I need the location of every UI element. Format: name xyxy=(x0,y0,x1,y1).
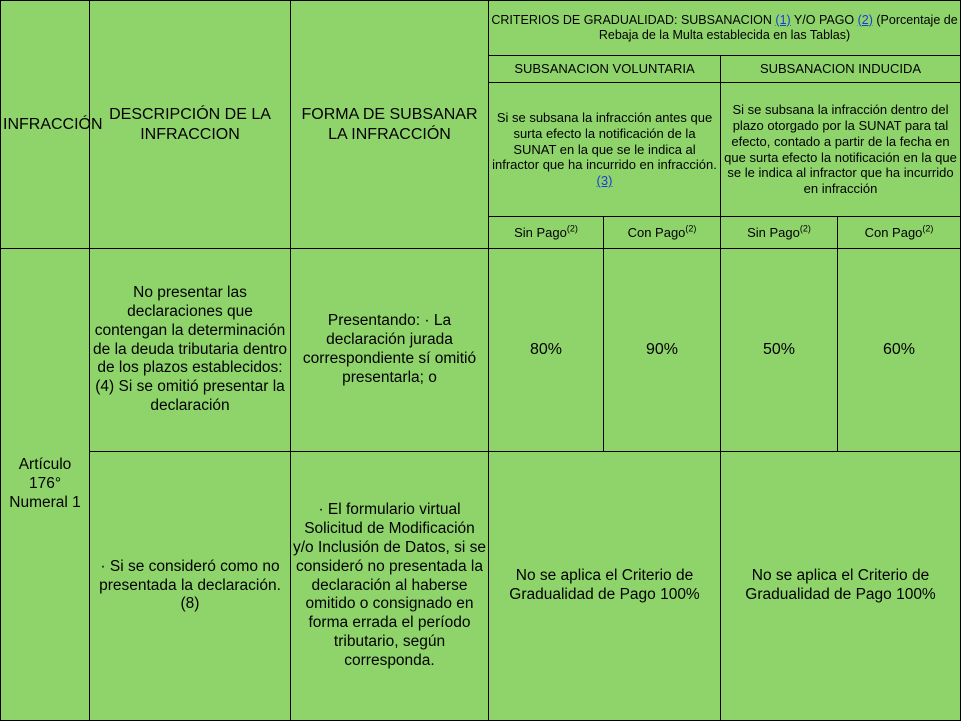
cell-row1-forma: Presentando: · La declaración jurada correspondiente sí omitió presentarla; o xyxy=(291,249,489,452)
cell-vol-sin-pago-value: 80% xyxy=(489,249,604,452)
header-criterios: CRITERIOS DE GRADUALIDAD: SUBSANACION (1) Y/O PAGO (2) (Porcentaje de Rebaja de la Multa establecida en las Tablas) xyxy=(489,1,961,56)
header-subsanacion-inducida: SUBSANACION INDUCIDA xyxy=(721,56,961,83)
cell-row2-descripcion: · Si se consideró como no presentada la declaración. (8) xyxy=(90,452,291,721)
header-infraccion: INFRACCIÓN xyxy=(1,1,90,249)
header-vol-sin-pago: Sin Pago$^{(2)}$ xyxy=(489,217,604,249)
cell-row2-forma: · El formulario virtual Solicitud de Modificación y/o Inclusión de Datos, si se consideró no presentada la declaración al haberse omitido o consignado en forma errada el período tributario, según corresponda. xyxy=(291,452,489,721)
header-ind-con-pago: Con Pago$^{(2)}$ xyxy=(838,217,961,249)
header-descripcion: DESCRIPCIÓN DE LA INFRACCION xyxy=(90,1,291,249)
footnote-link-3[interactable]: (3) xyxy=(596,173,613,189)
cell-row1-descripcion: No presentar las declaraciones que contengan la determinación de la deuda tributaria dentro de los plazos establecidos: (4) Si se omitió presentar la declaración xyxy=(90,249,291,452)
header-forma-subsanar: FORMA DE SUBSANAR LA INFRACCIÓN xyxy=(291,1,489,249)
inducida-description: Si se subsana la infracción dentro del plazo otorgado por la SUNAT para tal efecto, contado a partir de la fecha en que surta efecto la notificación en la que se le indica al infractor que ha incurrido en infracción xyxy=(721,83,961,217)
cell-row2-inducida: No se aplica el Criterio de Gradualidad de Pago 100% xyxy=(721,452,961,721)
footnote-link-2[interactable]: (2) xyxy=(857,12,873,27)
voluntaria-description: Si se subsana la infracción antes que surta efecto la notificación de la SUNAT en la que se le indica al infractor que ha incurrido en infracción. (3) xyxy=(489,83,721,217)
cell-ind-sin-pago-value: 50% xyxy=(721,249,838,452)
header-ind-sin-pago: Sin Pago$^{(2)}$ xyxy=(721,217,838,249)
header-subsanacion-voluntaria: SUBSANACION VOLUNTARIA xyxy=(489,56,721,83)
cell-row2-voluntaria: No se aplica el Criterio de Gradualidad de Pago 100% xyxy=(489,452,721,721)
cell-ind-con-pago-value: 60% xyxy=(838,249,961,452)
cell-vol-con-pago-value: 90% xyxy=(604,249,721,452)
header-vol-con-pago: Con Pago$^{(2)}$ xyxy=(604,217,721,249)
footnote-link-1[interactable]: (1) xyxy=(775,12,791,27)
cell-articulo: Artículo 176° Numeral 1 xyxy=(1,249,90,721)
